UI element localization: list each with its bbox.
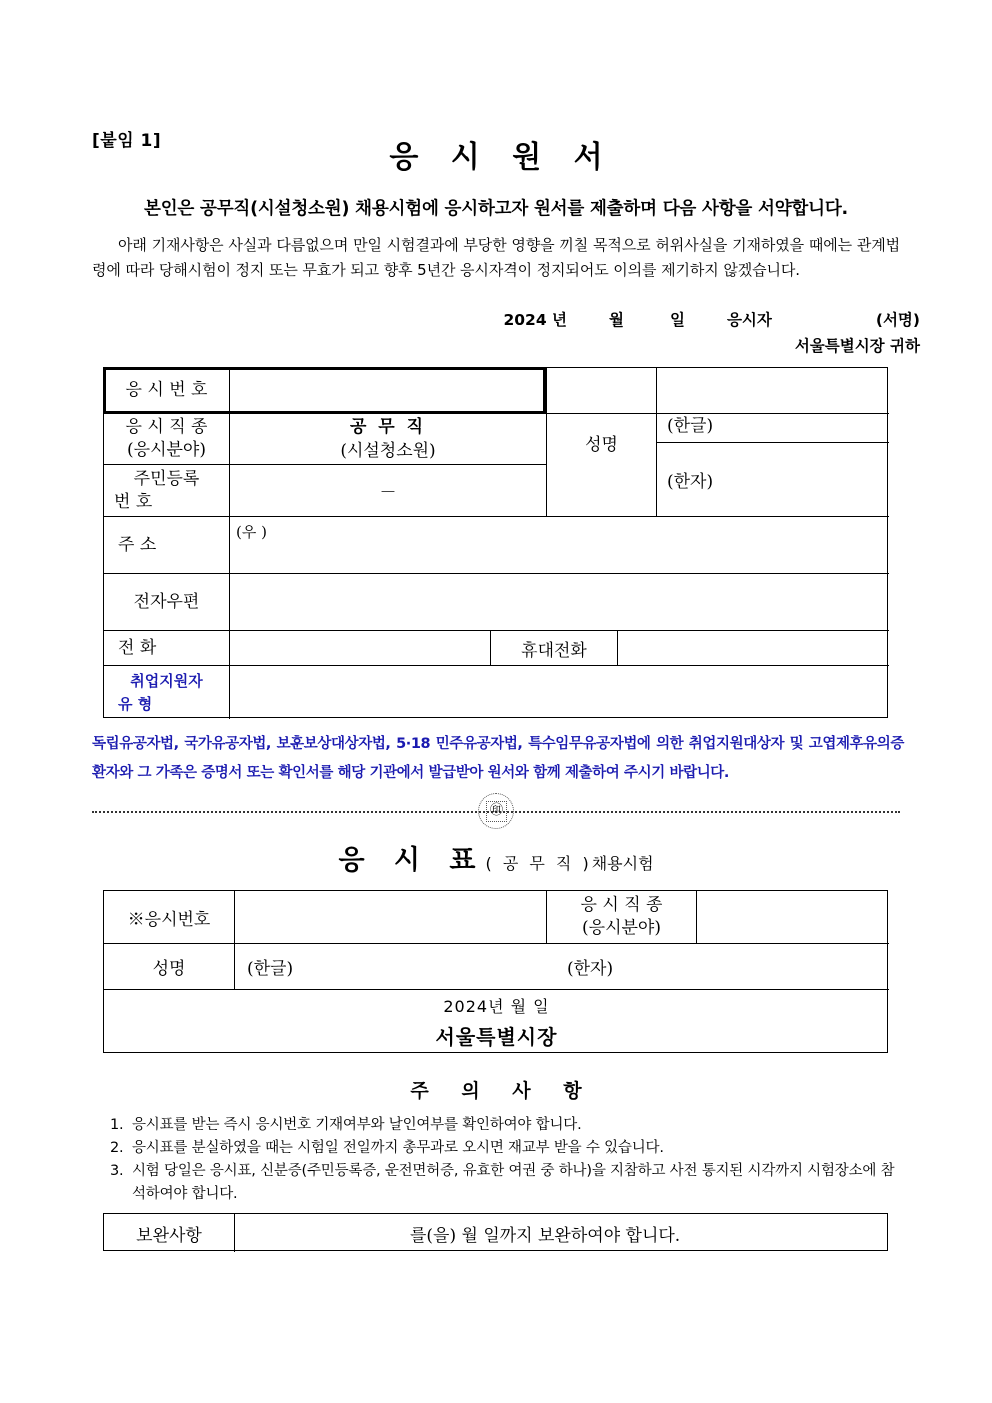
sign-day: 일 <box>669 311 685 329</box>
name-hangul-field[interactable]: (한글) <box>667 416 714 436</box>
ticket-exam-number-label: ※응시번호 <box>127 909 211 930</box>
application-table <box>103 367 888 718</box>
address-value[interactable]: (우 ) <box>236 523 267 541</box>
email-value[interactable] <box>230 574 889 630</box>
ticket-issuer: 서울특별시장 <box>435 1025 558 1049</box>
employment-support-notice: 독립유공자법, 국가유공자법, 보훈보상대상자법, 5·18 민주유공자법, 특수임무유공자법에 의한 취업지원대상자 및 고엽제후유의증환자와 그 가족은 증명서 또는 확인서를 해당 기관에서 발급받아 원서와 함께 제출하여 주시기 바랍니다. <box>92 736 904 781</box>
list-item <box>110 1160 900 1206</box>
ticket-job-type-label-line2: (응시분야) <box>582 918 661 938</box>
employment-support-type-label <box>104 666 229 719</box>
seal-stamp-icon: ㊞ <box>489 803 503 818</box>
employment-support-type-value[interactable] <box>230 666 889 719</box>
sign-signature-hint: (서명) <box>875 311 920 329</box>
ticket-title-sub: ( 공 무 직 ) <box>485 854 592 873</box>
mobile-phone-label: 휴대전화 <box>521 640 587 661</box>
note-text: 시험 당일은 응시표, 신분증(주민등록증, 운전면허증, 유효한 여권 중 하나)을 지참하고 사전 통지된 시각까지 시험장소에 참석하여야 합니다. <box>132 1163 895 1202</box>
note-number: 1. <box>110 1117 124 1133</box>
exam-ticket-table <box>103 890 888 1053</box>
notes-heading: 주 의 사 항 <box>410 1080 595 1102</box>
ticket-name-label: 성명 <box>152 959 186 979</box>
employment-support-type-label-line1: 취업지원자 <box>130 671 203 690</box>
ticket-date-line: 2024년 월 일 <box>443 997 550 1016</box>
supplement-table <box>103 1213 888 1251</box>
sign-applicant-label: 응시자 <box>726 311 772 329</box>
phone-value[interactable] <box>230 631 490 665</box>
oath-paragraph <box>92 233 900 283</box>
supplement-label: 보완사항 <box>136 1225 202 1246</box>
ticket-issue-block <box>104 990 889 1054</box>
list-item <box>110 1137 900 1160</box>
address-label <box>104 517 229 573</box>
ticket-job-type-label-line1: 응 시 직 종 <box>580 895 663 915</box>
ticket-name-hanja[interactable]: (한자) <box>567 959 614 979</box>
exam-number-emphasis-box <box>103 367 546 414</box>
list-item <box>110 1114 900 1137</box>
ticket-exam-number-value[interactable] <box>235 891 546 943</box>
job-type-value-line2: (시설청소원) <box>340 441 436 461</box>
name-hanja-field[interactable]: (한자) <box>667 472 714 492</box>
ticket-name-hangul[interactable]: (한글) <box>247 959 294 979</box>
page-title: 응 시 원 서 <box>389 140 614 175</box>
seal-marker <box>478 793 516 831</box>
job-type-value-line1: 공 무 직 <box>349 417 427 437</box>
phone-label-text: 전 화 <box>118 637 157 658</box>
job-type-label-line2: (응시분야) <box>127 440 206 460</box>
name-label: 성명 <box>585 434 618 455</box>
supplement-text[interactable]: 를(을) 월 일까지 보완하여야 합니다. <box>410 1225 681 1246</box>
notes-list <box>110 1114 900 1206</box>
signature-row <box>0 308 920 330</box>
ticket-title-sub2: 채용시험 <box>591 854 654 873</box>
mobile-phone-value[interactable] <box>618 631 889 665</box>
resident-number-label-line2: 번 호 <box>114 491 153 512</box>
job-type-label-line1: 응 시 직 종 <box>125 417 208 437</box>
note-number: 2. <box>110 1140 124 1156</box>
job-type-value <box>230 414 546 464</box>
oath-paragraph-text: 아래 기재사항은 사실과 다름없으며 만일 시험결과에 부당한 영향을 끼칠 목적으로 허위사실을 기재하였을 때에는 관계법령에 따라 당해시험이 정지 또는 무효가 되고 향후 5년간 응시자격이 정지되어도 이의를 제기하지 않겠습니다. <box>92 236 900 279</box>
sign-year: 2024 년 <box>503 311 567 329</box>
resident-number-label-line1: 주민등록 <box>133 468 200 489</box>
pledge-statement: 본인은 공무직(시설청소원) 채용시험에 응시하고자 원서를 제출하며 다음 사항을 서약합니다. <box>144 199 848 219</box>
addressee: 서울특별시장 귀하 <box>794 337 920 355</box>
note-number: 3. <box>110 1163 124 1179</box>
resident-number-value[interactable]: － <box>379 483 397 503</box>
resident-number-label <box>104 465 229 516</box>
ticket-title <box>0 838 992 877</box>
address-label-text: 주 소 <box>118 534 157 555</box>
phone-label <box>104 631 229 665</box>
sign-month: 월 <box>608 311 624 329</box>
email-label: 전자우편 <box>133 591 200 612</box>
note-text: 응시표를 분실하였을 때는 시험일 전일까지 총무과로 오시면 재교부 받을 수 있습니다. <box>132 1140 664 1156</box>
note-text: 응시표를 받는 즉시 응시번호 기재여부와 날인여부를 확인하여야 합니다. <box>132 1117 582 1133</box>
ticket-title-main: 응 시 표 <box>338 845 486 876</box>
job-type-label <box>104 414 229 464</box>
exam-number-label: 응 시 번 호 <box>125 380 208 400</box>
ticket-job-type-label <box>547 891 696 943</box>
ticket-job-type-value[interactable] <box>697 891 889 943</box>
attachment-tag: [붙임 1] <box>92 131 162 151</box>
employment-support-type-label-line2: 유 형 <box>118 694 153 713</box>
